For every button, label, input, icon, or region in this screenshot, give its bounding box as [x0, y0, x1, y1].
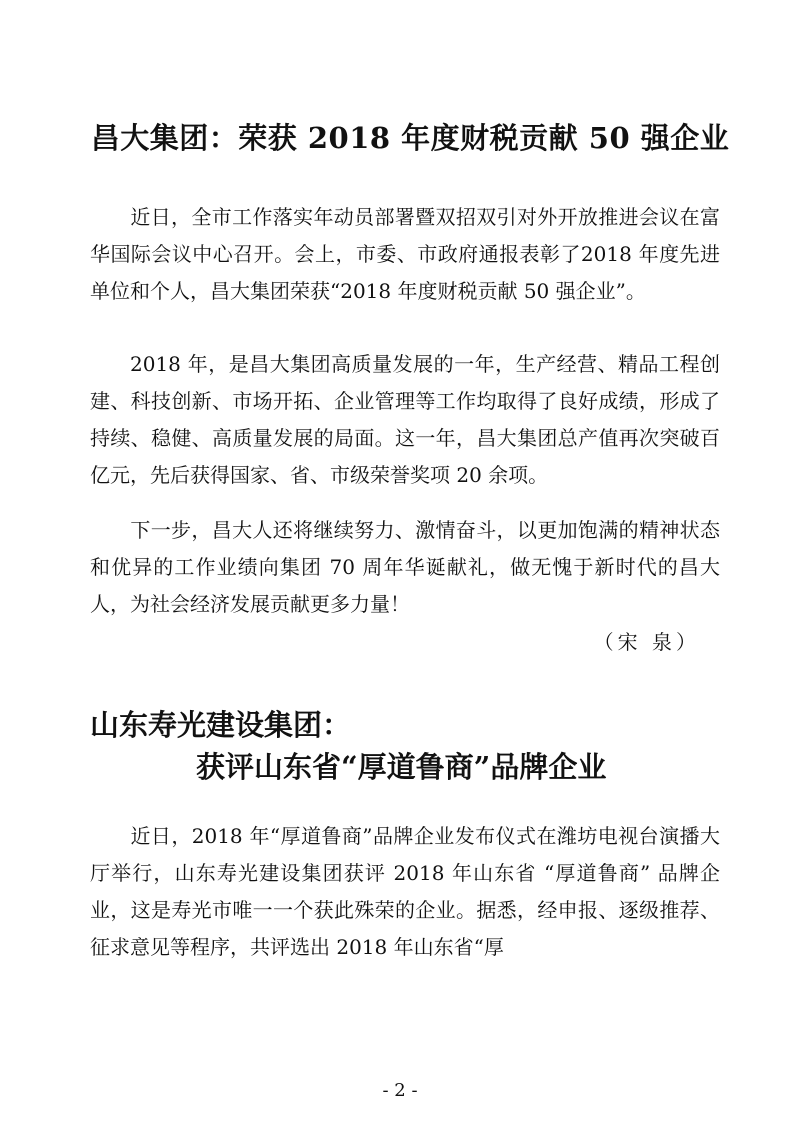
- article-1-paragraph-3-text: 下一步，昌大人还将继续努力、激情奋斗，以更加饱满的精神状态和优异的工作业绩向集团 70 周年华诞献礼，做无愧于新时代的昌大人，为社会经济发展贡献更多力量！: [90, 518, 720, 616]
- article-1-paragraph-3: [90, 512, 720, 623]
- page-number: - 2 -: [382, 1080, 418, 1101]
- article-2-title-line-2: 获评山东省“厚道鲁商”品牌企业: [196, 750, 607, 784]
- article-2-title-line-1: 山东寿光建设集团：: [90, 708, 352, 742]
- article-1-paragraph-2: [90, 346, 720, 494]
- article-1-author: （宋 泉）: [593, 630, 700, 654]
- article-1-paragraph-2-text: 2018 年，是昌大集团高质量发展的一年，生产经营、精品工程创建、科技创新、市场开拓、企业管理等工作均取得了良好成绩，形成了持续、稳健、高质量发展的局面。这一年，昌大集团总产值再次突破百亿元，先后获得国家、省、市级荣誉奖项 20 余项。: [90, 352, 720, 487]
- article-1-paragraph-1: [90, 199, 720, 310]
- article-1-title: 昌大集团：荣获 2018 年度财税贡献 50 强企业: [90, 121, 730, 155]
- article-1-paragraph-1-text: 近日，全市工作落实年动员部署暨双招双引对外开放推进会议在富华国际会议中心召开。会上，市委、市政府通报表彰了2018 年度先进单位和个人，昌大集团荣获“2018 年度财税贡献 50 强企业”。: [90, 205, 720, 303]
- article-2-paragraph-1-text: 近日，2018 年“厚道鲁商”品牌企业发布仪式在潍坊电视台演播大厅举行，山东寿光建设集团获评 2018 年山东省 “厚道鲁商” 品牌企业，这是寿光市唯一一个获此殊荣的企业。据悉，经申报、逐级推荐、征求意见等程序，共评选出 2018 年山东省“厚: [90, 824, 720, 959]
- article-2-paragraph-1: [90, 818, 720, 966]
